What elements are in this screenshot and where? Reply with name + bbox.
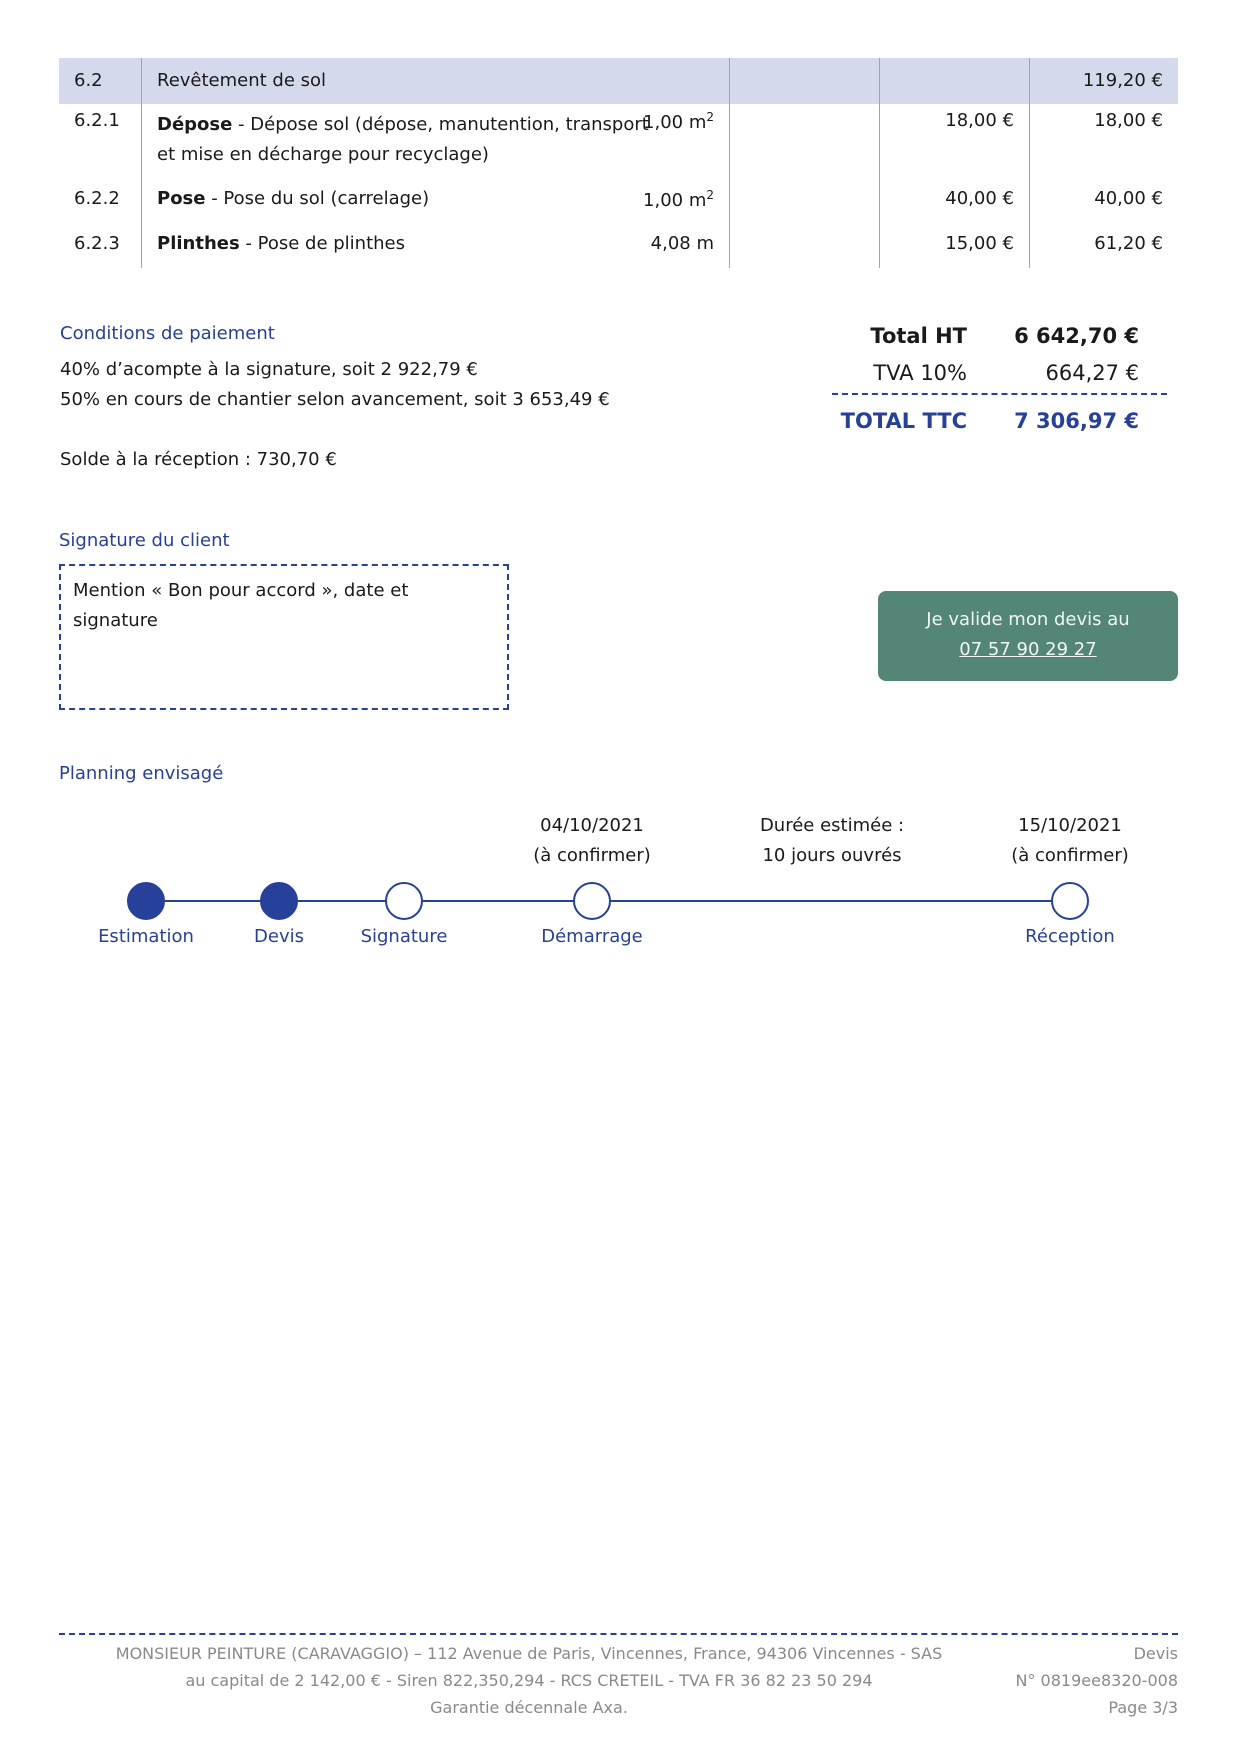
row-desc-text: - Dépose sol (dépose, manutention, transport [232,114,649,135]
signature-title: Signature du client [59,530,230,551]
row-number: 6.2.2 [74,188,120,209]
step-dot-demarrage [573,882,611,920]
duration-title: Durée estimée : [759,815,905,836]
footer-doc-number: N° 0819ee8320-008 [1015,1671,1178,1690]
end-date-label [950,811,1190,871]
row-title: Dépose [157,114,233,135]
row-total: 61,20 € [1094,233,1163,254]
step-label: Estimation [98,926,194,947]
payment-title: Conditions de paiement [60,323,275,344]
total-ht-value: 6 642,70 € [1014,324,1139,348]
row-title: Plinthes [157,233,240,254]
totals-divider [832,393,1167,395]
signature-instructions: Mention « Bon pour accord », date et signature [73,580,409,631]
footer-company: MONSIEUR PEINTURE (CARAVAGGIO) – 112 Avenue de Paris, Vincennes, France, 94306 Vincennes - SAS [115,1644,943,1663]
phone-link[interactable]: 07 57 90 29 27 [959,639,1097,660]
section-label: Revêtement de sol [157,70,327,91]
step-label: Réception [1025,926,1115,947]
column-divider [729,58,730,268]
end-note: (à confirmer) [1011,845,1129,866]
row-qty [643,188,714,211]
validate-text: Je valide mon devis au [926,609,1130,630]
row-desc [157,184,717,214]
footer-legal: au capital de 2 142,00 € - Siren 822,350,294 - RCS CRETEIL - TVA FR 36 82 23 50 294 [185,1671,873,1690]
tva-value: 664,27 € [1045,361,1139,385]
validate-quote-button[interactable] [878,591,1178,681]
unit-sup: 2 [706,188,714,202]
column-divider [141,58,142,268]
total-ht-label: Total HT [870,324,967,348]
section-number: 6.2 [74,70,103,91]
footer-divider [59,1633,1178,1635]
row-number: 6.2.1 [74,110,120,131]
row-desc [157,229,717,259]
payment-line: 50% en cours de chantier selon avancement, soit 3 653,49 € [60,389,610,410]
row-price: 40,00 € [945,188,1014,209]
duration-value: 10 jours ouvrés [762,845,902,866]
duration-label [712,811,952,871]
signature-box[interactable] [59,564,509,710]
payment-line: 40% d’acompte à la signature, soit 2 922,79 € [60,359,478,380]
planning-title: Planning envisagé [59,763,224,784]
footer-guarantee: Garantie décennale Axa. [430,1698,628,1717]
payment-line: Solde à la réception : 730,70 € [60,449,337,470]
row-desc-line2: et mise en décharge pour recyclage) [157,144,489,165]
unit-sup: 2 [706,110,714,124]
start-date-label [472,811,712,871]
step-label: Devis [254,926,304,947]
step-dot-estimation [127,882,165,920]
row-price: 15,00 € [945,233,1014,254]
column-divider [1029,58,1030,268]
column-divider [879,58,880,268]
row-desc-text: - Pose du sol (carrelage) [205,188,430,209]
row-qty [643,110,714,133]
total-ttc-value: 7 306,97 € [1014,409,1139,433]
tva-label: TVA 10% [873,361,967,385]
step-label: Signature [360,926,448,947]
row-desc-text: - Pose de plinthes [239,233,406,254]
step-label: Démarrage [541,926,643,947]
row-qty: 4,08 m [650,233,714,254]
start-note: (à confirmer) [533,845,651,866]
qty-value: 1,00 m [643,190,707,211]
section-total: 119,20 € [1082,70,1163,91]
row-total: 18,00 € [1094,110,1163,131]
row-number: 6.2.3 [74,233,120,254]
row-price: 18,00 € [945,110,1014,131]
step-dot-signature [385,882,423,920]
footer-page: Page 3/3 [1108,1698,1178,1717]
qty-value: 1,00 m [643,112,707,133]
total-ttc-label: TOTAL TTC [840,409,967,433]
row-desc [157,110,717,170]
row-total: 40,00 € [1094,188,1163,209]
end-date: 15/10/2021 [1018,815,1122,836]
step-dot-reception [1051,882,1089,920]
step-dot-devis [260,882,298,920]
row-title: Pose [157,188,206,209]
footer-doc-type: Devis [1133,1644,1178,1663]
start-date: 04/10/2021 [540,815,644,836]
